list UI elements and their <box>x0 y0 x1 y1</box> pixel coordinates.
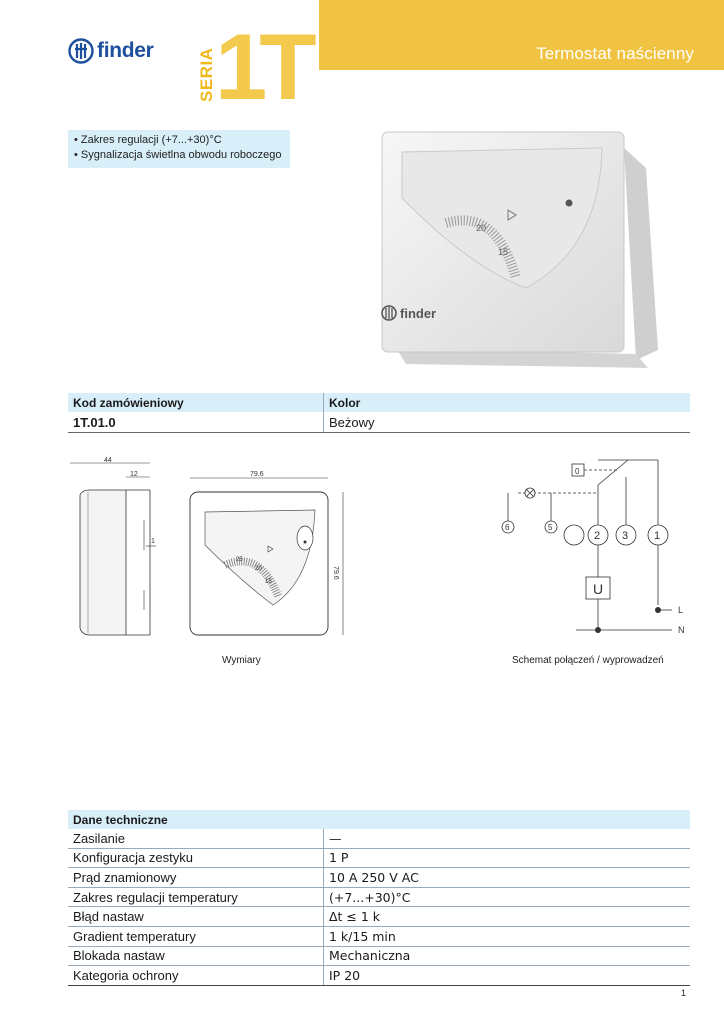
terminal-label: 2 <box>594 530 601 542</box>
page-title: Termostat naścienny <box>536 44 694 63</box>
photo-dial-label: 15 <box>498 247 509 257</box>
table-row <box>68 907 690 927</box>
tech-value: 10 A 250 V AC <box>323 868 690 887</box>
order-code: 1T.01.0 <box>73 414 116 430</box>
dim-dial-label: 20 <box>255 566 262 572</box>
series-number: 1T <box>215 14 309 119</box>
dim-side-depth: 12 <box>130 471 138 478</box>
tech-param: Błąd nastaw <box>73 909 144 925</box>
tech-param: Konfiguracja zestyku <box>73 850 193 866</box>
order-color: Beżowy <box>323 412 690 432</box>
tech-param: Zakres regulacji temperatury <box>73 889 238 905</box>
line-label: N <box>678 625 685 635</box>
dim-side-step: 1 <box>151 538 155 545</box>
feature-list <box>68 130 290 168</box>
line-label: L <box>678 605 684 615</box>
tech-value: (+7...+30)°C <box>323 888 690 907</box>
tech-value: Mechaniczna <box>323 947 690 966</box>
column-header-color: Kolor <box>323 393 690 412</box>
dim-front-width: 79.6 <box>250 471 264 478</box>
coil-label: U <box>593 581 604 597</box>
finder-logo <box>68 38 154 64</box>
dim-front-height: 79.6 <box>332 566 339 580</box>
tech-value: IP 20 <box>323 966 690 985</box>
dim-side-width: 44 <box>104 457 112 464</box>
dimensions-caption: Wymiary <box>222 655 261 666</box>
wiring-schematic <box>488 455 698 645</box>
series-label: SERIA <box>197 47 216 102</box>
photo-dial-label: 20 <box>476 223 487 233</box>
product-photo <box>376 128 658 378</box>
schematic-caption: Schemat połączeń / wyprowadzeń <box>512 655 664 666</box>
tech-value: Δt ≤ 1 k <box>323 907 690 926</box>
table-row <box>68 947 690 967</box>
terminal-label: 6 <box>505 523 510 532</box>
dim-dial-label: 25 <box>236 557 243 563</box>
table-row <box>68 888 690 908</box>
table-row <box>68 966 690 986</box>
tech-value: 1 k/15 min <box>323 927 690 946</box>
tech-param: Blokada nastaw <box>73 948 165 964</box>
terminal-label: 3 <box>622 530 629 542</box>
column-header-code: Kod zamówieniowy <box>73 395 184 410</box>
tech-value: 1 P <box>323 849 690 868</box>
table-row <box>68 412 690 433</box>
terminal-label: 5 <box>548 523 553 532</box>
tech-value: — <box>323 829 690 848</box>
tech-param: Prąd znamionowy <box>73 869 177 885</box>
table-row <box>68 829 690 849</box>
table-row <box>68 927 690 947</box>
tech-param: Kategoria ochrony <box>73 967 179 983</box>
page-number: 1 <box>681 988 687 998</box>
dim-dial-label: 15 <box>265 579 272 585</box>
svg-text:finder: finder <box>400 306 437 321</box>
header-band <box>319 0 724 70</box>
zero-label: 0 <box>575 467 580 476</box>
order-table-header <box>68 393 690 412</box>
dimensions-drawing <box>60 450 360 650</box>
table-row <box>68 849 690 869</box>
tech-table <box>68 810 690 986</box>
tech-param: Gradient temperatury <box>73 928 196 944</box>
table-row <box>68 868 690 888</box>
tech-table-title: Dane techniczne <box>68 810 690 829</box>
order-table <box>68 393 690 433</box>
terminal-label: 1 <box>654 530 661 542</box>
brand-name: finder <box>97 39 154 62</box>
tech-param: Zasilanie <box>73 830 126 846</box>
feature-item: • Zakres regulacji (+7...+30)°C <box>74 133 284 148</box>
finder-logo-icon <box>68 38 94 64</box>
feature-item: • Sygnalizacja świetlna obwodu roboczego <box>74 148 284 163</box>
